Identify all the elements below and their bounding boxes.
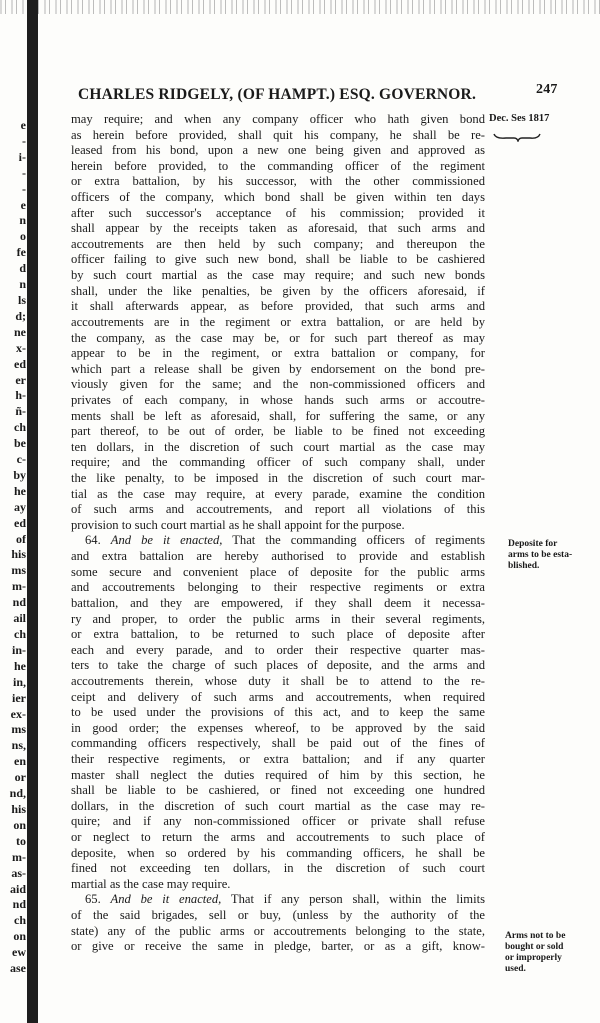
facing-fragment: ch [14,627,26,641]
note-line: blished. [508,561,540,571]
page-number: 247 [536,82,558,97]
text-line: shall appear by the receipts taken as aforesaid, that such arms and [71,221,485,236]
text-line: to be used under the provisions of this act, and to keep the same [71,705,485,720]
facing-fragment: aid [9,881,26,896]
facing-page-fragments [0,118,26,977]
body-text [71,112,485,955]
facing-fragment: he [14,658,26,673]
facing-fragment: on [13,817,26,832]
facing-fragment: m- [12,849,26,864]
note-line: bought or sold [505,942,564,952]
facing-fragment: - [22,165,26,180]
enacting-phrase: And be it enacted, [110,533,223,548]
text-line: it shall afterwards appear, as before provided, that such arms and [71,299,485,314]
text-line: as herein before provided, shall quit his company, he shall be re- [71,127,485,142]
text-line: ters to take the charge of such places of deposite, and the arms and [71,658,485,673]
facing-fragment: ms [11,722,26,737]
facing-fragment: he [14,483,26,498]
facing-fragment: nd, [9,786,26,801]
text-line: some secure and convenient place of deposite for the public arms [71,564,485,579]
facing-fragment: h- [15,388,26,403]
enacting-phrase: And be it enacted, [110,892,222,907]
facing-fragment: ed [14,356,26,371]
facing-fragment: o [20,229,26,244]
text-line: their respective regiments, or extra battalion; and if any quarter [71,751,485,766]
facing-fragment: his [11,547,26,562]
facing-fragment: i- [18,149,26,164]
facing-fragment: or [14,770,26,785]
text-line: or extra battalion, by his successor, with the other commissioned [71,174,485,189]
text-line: privates of each company, in whose hands such arms or accoutre- [71,392,485,407]
text-line: martial as the case may require. [71,876,231,891]
facing-fragment: ls [17,292,26,307]
facing-fragment: his [11,801,26,816]
note-line: Arms not to be [505,931,566,941]
facing-fragment: n [19,213,26,228]
facing-fragment: as- [11,865,26,880]
facing-fragment: nd [12,595,26,610]
text-line: officer failing to give such new bond, shall be liable to be cashiered [71,252,485,267]
text-line: viously given for the same; and the non-commissioned officers and [71,377,485,392]
margin-note-session: Dec. Ses 1817 [489,113,550,124]
text-line: battalion, and they are empowered, if they shall deem it necessa- [71,595,485,610]
running-header [78,82,568,104]
book-gutter [27,0,38,1023]
text-line: appear to be in the regiment, or extra battalion or company, for [71,346,485,361]
text-line: or neglect to return the arms and accoutrements to such place of [71,830,485,845]
text-line: which part a release shall be given by endorsement on the bond pre- [71,361,485,376]
text-line: shall, under the like penalties, be given by the officers aforesaid, if [71,283,485,298]
text-line: and accoutrements belonging to their respective regiments or extra [71,580,485,595]
text-line: accoutrements are then held by such company; and thereupon the [71,236,485,251]
text-line: accoutrements therein, whose duty it shall be to attend to the re- [71,673,485,688]
text-line: fined not exceeding ten dollars, in the discretion of such court [71,861,485,876]
facing-fragment: ase [10,961,26,976]
facing-fragment: ms [11,563,26,578]
facing-fragment: c- [16,452,26,467]
text-line: tial as the case may require, at every parade, examine the condition [71,486,485,501]
margin-note-arms [505,931,565,975]
facing-fragment: to [16,833,26,848]
text-line: state) any of the public arms or accoutrements belonging to the state, [71,923,485,938]
brace-mark [492,132,542,142]
text-line: leased from his bond, upon a new one being given and approved as [71,143,485,158]
text-line: deposite, when so ordered by his commanding officers, he shall be [71,845,485,860]
facing-fragment: in, [12,674,26,689]
text-line: shall be liable to be cashiered, or fined not exceeding one hundred [71,783,485,798]
facing-fragment: on [13,929,26,944]
facing-fragment: by [13,467,26,482]
text-line: in good order; the expenses whereof, to be approved by the said [71,720,485,735]
facing-fragment: ch [14,420,26,435]
facing-fragment: ex- [10,706,26,721]
facing-fragment: d [19,261,26,276]
scan-noise [0,0,600,14]
text-line: herein before provided, to the commanding officer of the regiment [71,158,485,173]
text-line: of such arms and accoutrements, and report all violations of this [71,502,485,517]
margin-note-deposite [508,539,572,572]
facing-fragment: ns, [11,738,26,753]
text-line: accoutrements are in the regiment or extra battalion, or are held by [71,314,485,329]
facing-fragment: fe [16,245,26,260]
text-line [71,892,485,908]
text-line: of the said brigades, sell or buy, (unless by the authority of the [71,908,485,923]
facing-fragment: er [15,372,26,387]
facing-fragment: ier [12,690,26,705]
facing-fragment: ed [14,515,26,530]
text-line: or extra battalion, to be returned to such place of deposite after [71,627,485,642]
text-line: provision to such court martial as he shall appoint for the purpose. [71,517,405,532]
facing-fragment: - [22,181,26,196]
text-line: the company, as the case may be, or for such part thereof as may [71,330,485,345]
text-line: part thereof, to be out of order, be liable to be fined not exceeding [71,424,485,439]
text-line: and extra battalion are hereby authorised to provide and establish [71,549,485,564]
text-line: may require; and when any company officer who hath given bond [71,112,485,126]
facing-fragment: in- [11,642,26,657]
facing-fragment: m- [12,579,26,594]
facing-fragment: nd [12,897,26,912]
text-line: after such successor's acceptance of his commission; provided it [71,205,485,220]
note-line: or improperly [505,953,562,963]
page-title: CHARLES RIDGELY, (OF HAMPT.) ESQ. GOVERNOR. [78,86,477,103]
facing-fragment: ew [12,945,26,960]
facing-fragment: x- [16,340,26,355]
text-line: ry and proper, to order the public arms in their several regiments, [71,611,485,626]
text-line [71,533,485,549]
line-text: That if any person shall, within the limits [230,892,485,907]
line-text: That the commanding officers of regiments [232,533,485,548]
text-line: ments shall be left as aforesaid, shall, for suffering the same, or any [71,408,485,423]
text-line: require; and the commanding officer of such company shall, under [71,455,485,470]
facing-fragment: of [16,531,26,546]
facing-fragment: be [14,436,26,451]
note-line: Deposite for [508,539,558,549]
facing-fragment: ay [14,499,26,514]
facing-fragment: ch [14,913,26,928]
section-number: 65. [85,892,101,907]
text-line: officers of the company, which bond shall be given within ten days [71,190,485,205]
facing-fragment: e [20,197,26,212]
text-line: the like penalty, to be imposed in the discretion of such court mar- [71,471,485,486]
note-line: arms to be esta- [508,550,573,560]
facing-fragment: e [20,118,26,132]
facing-fragment: - [22,133,26,148]
text-line: ten dollars, in the discretion of such court martial as the case may [71,439,485,454]
text-line: ceipt and delivery of such arms and accoutrements, when required [71,689,485,704]
facing-fragment: en [14,754,26,769]
section-number: 64. [85,533,101,548]
text-line: quire; and if any non-commissioned officer or private shall refuse [71,814,485,829]
text-line: master shall neglect the duties required of him by this section, he [71,767,485,782]
text-line: by such court martial as the case may require; and such new bonds [71,268,485,283]
note-line: used. [505,964,526,974]
facing-fragment: ail [13,611,26,626]
text-line: dollars, in the discretion of such court martial as the case may re- [71,798,485,813]
facing-fragment: d; [15,308,26,323]
facing-fragment: ñ- [15,404,26,419]
text-line: or give or receive the same in pledge, barter, or as a gift, know- [71,939,485,954]
facing-fragment: ne [14,324,26,339]
facing-fragment: n [19,277,26,292]
text-line: commanding officers respectively, shall be paid out of the fines of [71,736,485,751]
text-line: each and every parade, and to order their respective quarter mas- [71,642,485,657]
